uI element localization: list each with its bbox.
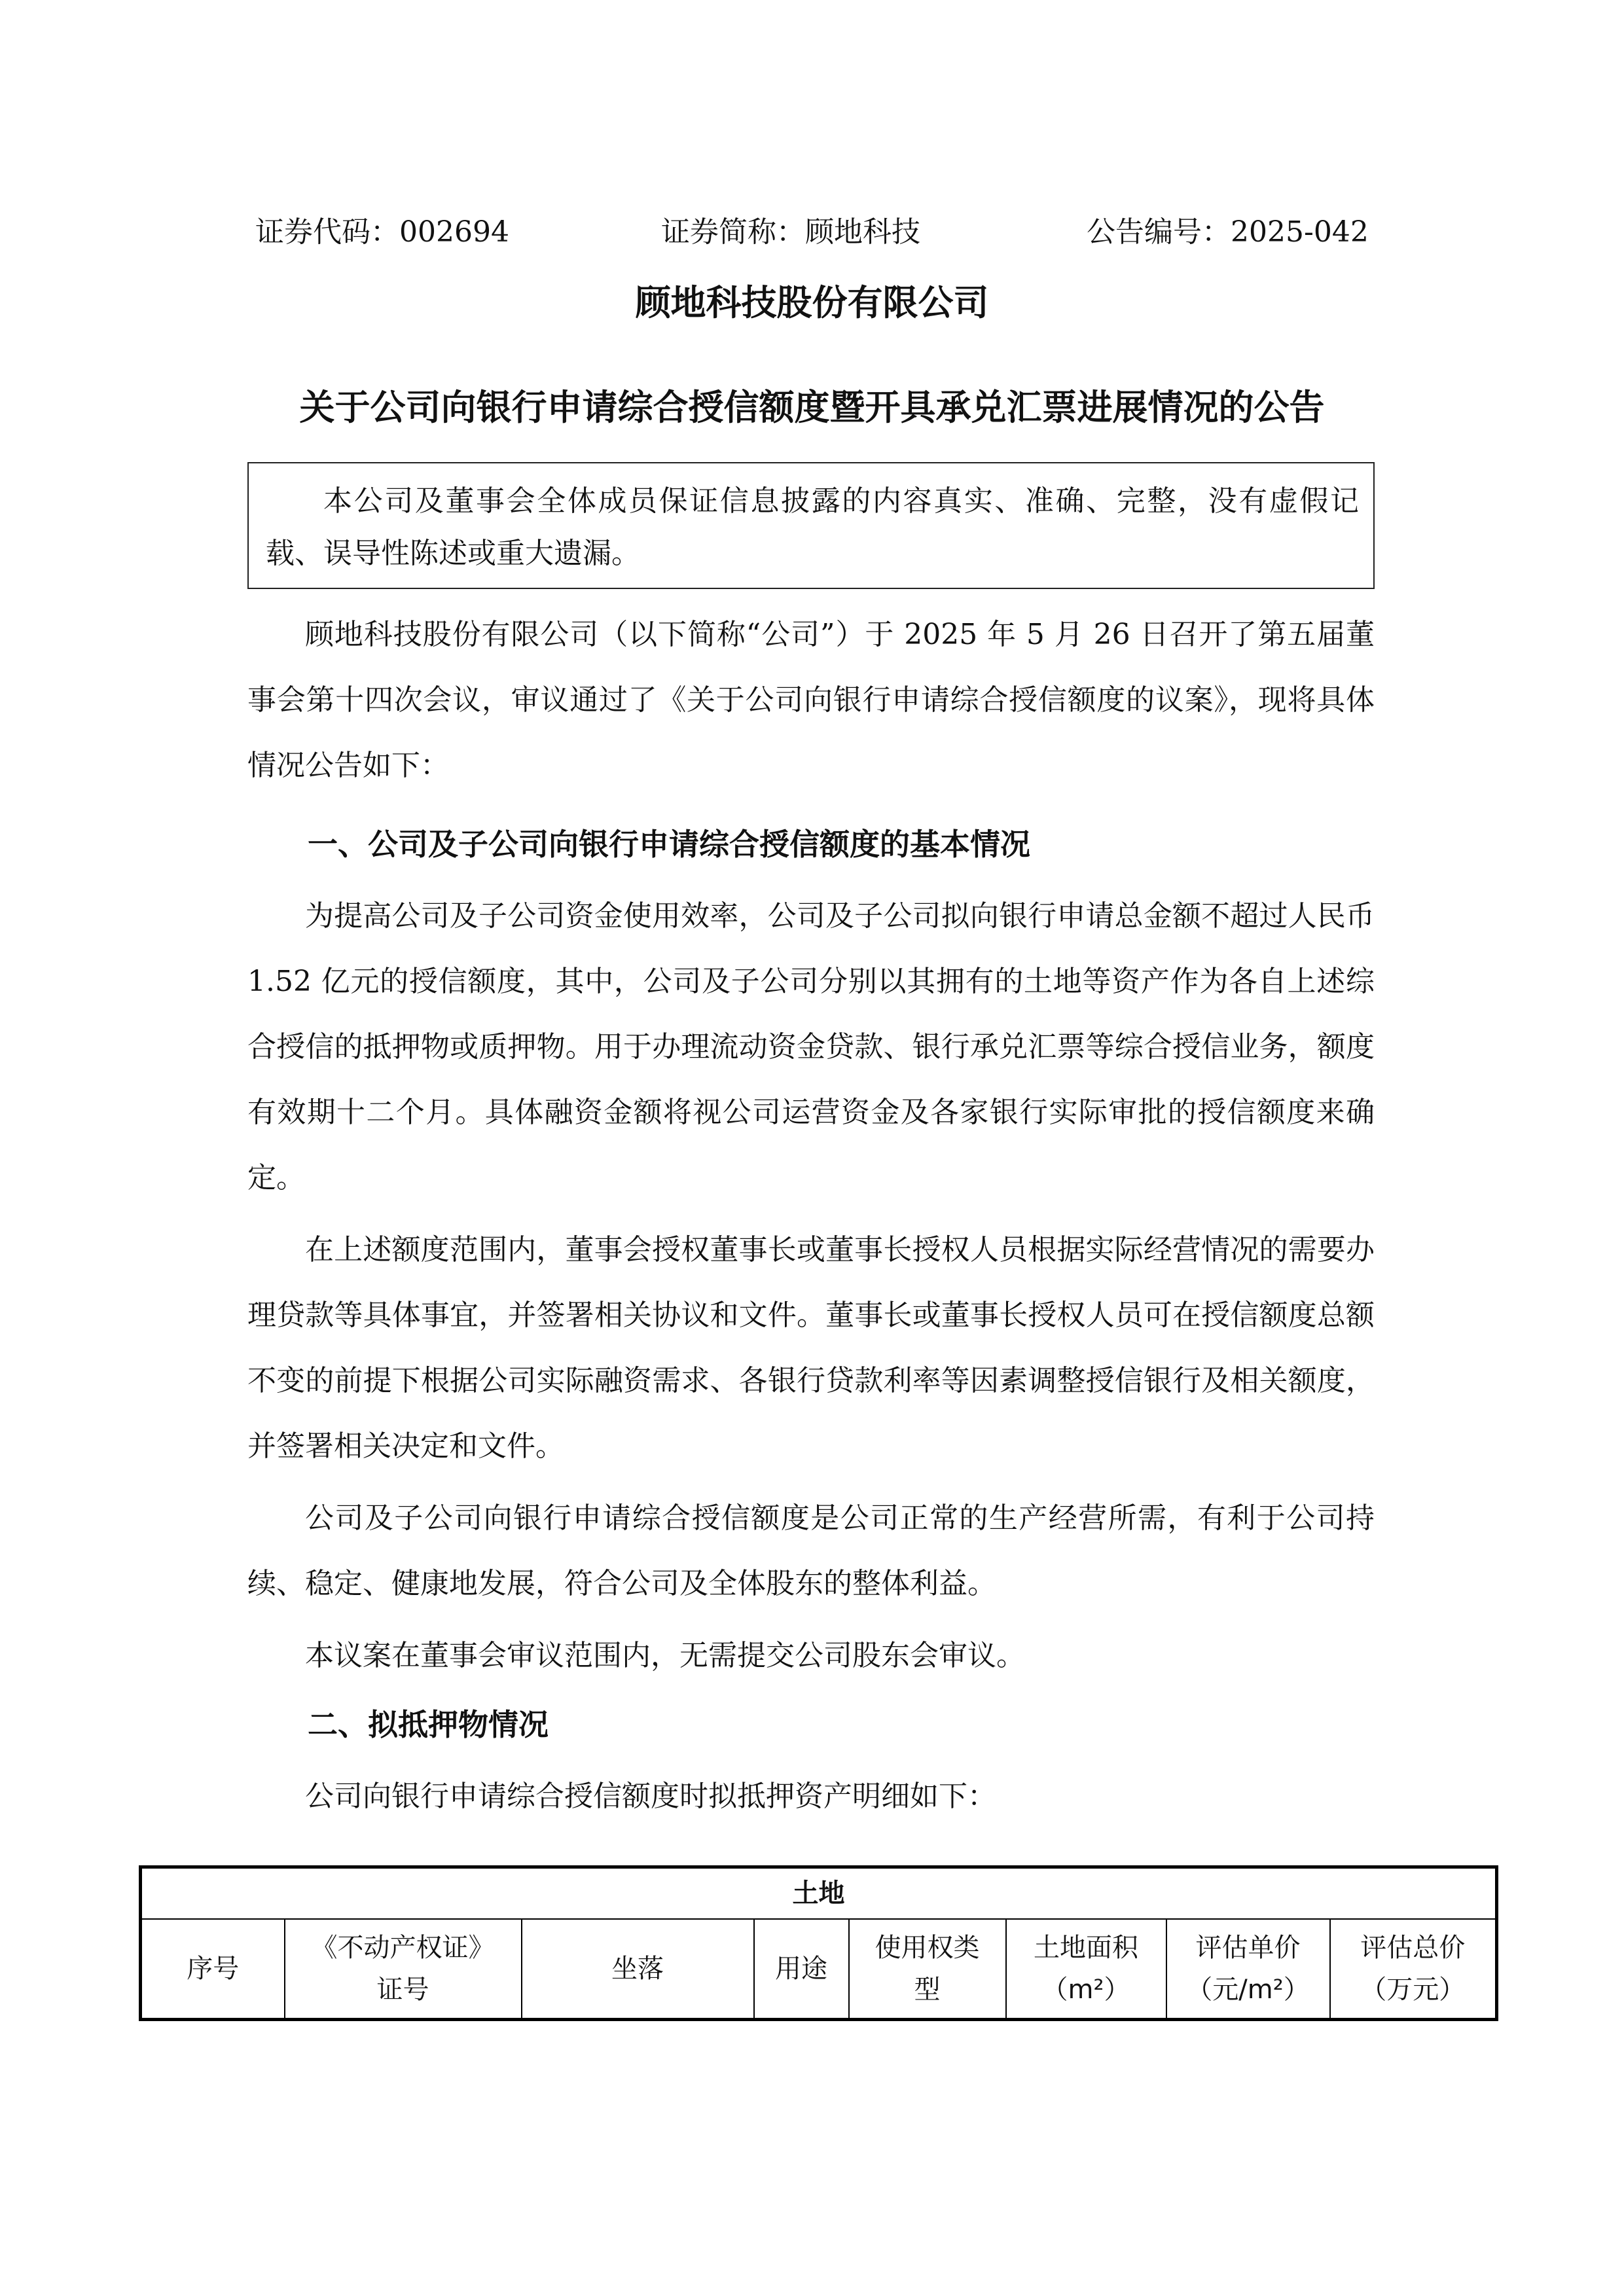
announcement-title: 关于公司向银行申请综合授信额度暨开具承兑汇票进展情况的公告 <box>299 387 1325 428</box>
column-header-location: 坐落 <box>522 1919 754 2020</box>
mortgage-asset-table <box>139 1865 1498 2021</box>
section2-paragraph: 公司向银行申请综合授信额度时拟抵押资产明细如下： <box>305 1780 996 1813</box>
total-value-header-line2: （万元） <box>1360 1975 1466 2005</box>
total-value-header-line1: 评估总价 <box>1360 1933 1466 1963</box>
right-type-header-line2: 型 <box>914 1975 941 2005</box>
section2-heading: 二、拟抵押物情况 <box>308 1707 549 1742</box>
company-name: 顾地科技股份有限公司 <box>635 282 989 323</box>
column-header-serial: 序号 <box>141 1919 285 2020</box>
column-header-usage: 用途 <box>754 1919 849 2020</box>
section1-paragraph-1: 为提高公司及子公司资金使用效率，公司及子公司拟向银行申请总金额不超过人民币 1.52 亿元的授信额度，其中，公司及子公司分别以其拥有的土地等资产作为各自上述综合授信的抵押物或质押物。用于办理流动资金贷款、银行承兑汇票等综合授信业务，额度有效期十二个月。具体融资金额将视公司运营资金及各家银行实际审批的授信额度来确定。 <box>247 899 1375 1194</box>
land-area-header-line2: （m²） <box>1041 1975 1130 2005</box>
column-header-total-value <box>1330 1919 1497 2020</box>
board-statement-text: 本公司及董事会全体成员保证信息披露的内容真实、准确、完整，没有虚假记载、误导性陈述或重大遗漏。 <box>266 484 1359 570</box>
securities-short-name: 证券简称：顾地科技 <box>661 215 920 249</box>
certificate-header-line2: 证号 <box>376 1975 429 2005</box>
section1-paragraph-4: 本议案在董事会审议范围内，无需提交公司股东会审议。 <box>305 1639 1025 1672</box>
section1-paragraph-3: 公司及子公司向银行申请综合授信额度是公司正常的生产经营所需，有利于公司持续、稳定、健康地发展，符合公司及全体股东的整体利益。 <box>247 1501 1375 1600</box>
column-header-unit-price <box>1166 1919 1330 2020</box>
intro-paragraph: 顾地科技股份有限公司（以下简称“公司”）于 2025 年 5 月 26 日召开了第五届董事会第十四次会议，审议通过了《关于公司向银行申请综合授信额度的议案》，现将具体情况公告如下： <box>247 618 1375 782</box>
section1-heading: 一、公司及子公司向银行申请综合授信额度的基本情况 <box>308 827 1030 862</box>
column-header-land-area <box>1006 1919 1166 2020</box>
securities-code: 证券代码：002694 <box>255 215 509 249</box>
unit-price-header-line1: 评估单价 <box>1195 1933 1301 1963</box>
certificate-header-line1: 《不动产权证》 <box>311 1933 495 1963</box>
table-caption: 土地 <box>141 1867 1497 1920</box>
section1-paragraph-2: 在上述额度范围内，董事会授权董事长或董事长授权人员根据实际经营情况的需要办理贷款等具体事宜，并签署相关协议和文件。董事长或董事长授权人员可在授信额度总额不变的前提下根据公司实际融资需求、各银行贷款利率等因素调整授信银行及相关额度，并签署相关决定和文件。 <box>247 1233 1375 1463</box>
column-header-certificate <box>285 1919 522 2020</box>
notice-number: 公告编号：2025-042 <box>1087 215 1369 249</box>
column-header-right-type <box>849 1919 1006 2020</box>
unit-price-header-line2: （元/m²） <box>1186 1975 1310 2005</box>
board-statement-box <box>247 462 1375 589</box>
right-type-header-line1: 使用权类 <box>875 1933 980 1963</box>
land-area-header-line1: 土地面积 <box>1034 1933 1138 1963</box>
